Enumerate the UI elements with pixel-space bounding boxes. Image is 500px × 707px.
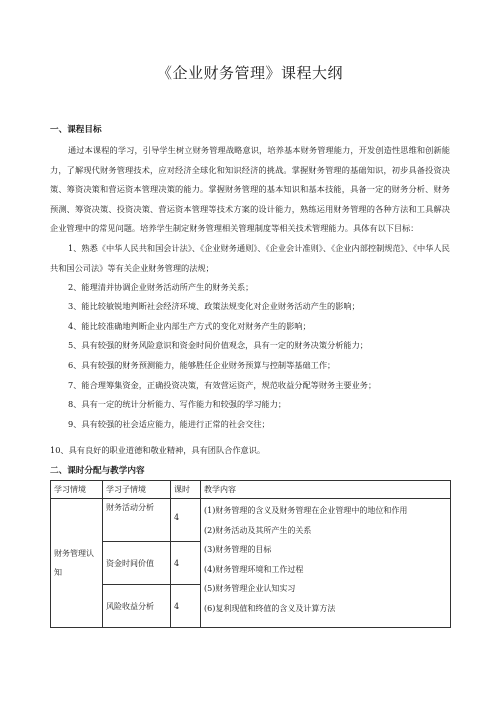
hours-cell: 4 (171, 542, 201, 585)
content-item: (1)财务管理的含义及财务管理在企业管理中的地位和作用 (204, 506, 408, 515)
hours-cell (171, 499, 201, 542)
content-cell (201, 499, 451, 628)
goals-intro-paragraph: 通过本课程的学习，引导学生树立财务管理战略意识，培养基本财务管理能力，开发创造性思维和创新能力，了解现代财务管理技术，应对经济全球化和知识经济的挑战。掌握财务管理的基础知识，初步具备投资决策、筹资决策和营运资本管理决策的能力。掌握财务管理的基本知识和基本技能，具备一定的财务分析、财务预测、筹资决策、投资决策、营运资本管理等技术方案的设计能力，熟练运用财务管理的各种方法和工具解决企业管理中的常见问题。培养学生制定财务管理相关管理制度等相关技术管理能力。具体有以下目标： (50, 145, 450, 234)
table-header-cell: 学习子情境 (103, 481, 171, 499)
goal-item: 6、具有较强的财务预测能力，能够胜任企业财务预算与控制等基础工作； (68, 360, 336, 370)
section-heading-goals: 一、课程目标 (50, 125, 102, 135)
content-list (204, 501, 447, 618)
hours-value: 4 (174, 513, 180, 522)
table-header-row (51, 481, 451, 499)
document-title: 《企业财务管理》课程大纲 (156, 64, 343, 82)
goal-item: 9、具有较强的社会适应能力，能进行正常的社会交往； (68, 419, 270, 429)
goal-item: 1、熟悉《中华人民共和国会计法》、《企业财务通则》、《企业会计准则》、《企业内部控制规范》、《中华人民共和国公司法》等有关企业财务管理的法规； (50, 243, 450, 273)
table-row (51, 499, 451, 542)
course-schedule-table (50, 480, 451, 628)
content-item: (5)财务管理企业认知实习 (204, 584, 296, 593)
goal-item: 5、具有较强的财务风险意识和资金时间价值观念，具有一定的财务决策分析能力； (68, 340, 368, 350)
table-header-cell: 课时 (171, 481, 201, 499)
goal-item: 7、能合理筹集资金，正确投资决策，有效营运资产，规范收益分配等财务主要业务； (68, 380, 377, 390)
sub-situation-cell: 风险收益分析 (103, 585, 171, 628)
situation-cell: 财务管理认知 (51, 499, 103, 628)
goal-item: 3、能比较敏锐地判断社会经济环境、政策法规变化对企业财务活动产生的影响； (68, 301, 360, 311)
table-header-cell: 学习情境 (51, 481, 103, 499)
content-item: (2)财务活动及其所产生的关系 (204, 525, 312, 535)
goal-item-last: 10、具有良好的职业道德和敬业精神，具有团队合作意识。 (50, 445, 266, 455)
goal-item: 2、能理清并协调企业财务活动所产生的财务关系； (68, 282, 254, 292)
sub-situation-cell: 资金时间价值 (103, 542, 171, 585)
section-heading-schedule: 二、课时分配与教学内容 (50, 466, 145, 476)
hours-cell: 4 (171, 585, 201, 628)
goal-item: 8、具有一定的统计分析能力、写作能力和较强的学习能力； (68, 399, 287, 409)
content-item: (6)复利现值和终值的含义及计算方法 (204, 603, 336, 613)
table-header-cell: 教学内容 (201, 481, 451, 499)
sub-situation-cell: 财务活动分析 (103, 499, 171, 542)
content-item: (4)财务管理环境和工作过程 (204, 564, 304, 574)
content-item: (3)财务管理的目标 (204, 545, 272, 554)
goal-item: 4、能比较准确地判断企业内部生产方式的变化对财务产生的影响； (68, 321, 311, 331)
